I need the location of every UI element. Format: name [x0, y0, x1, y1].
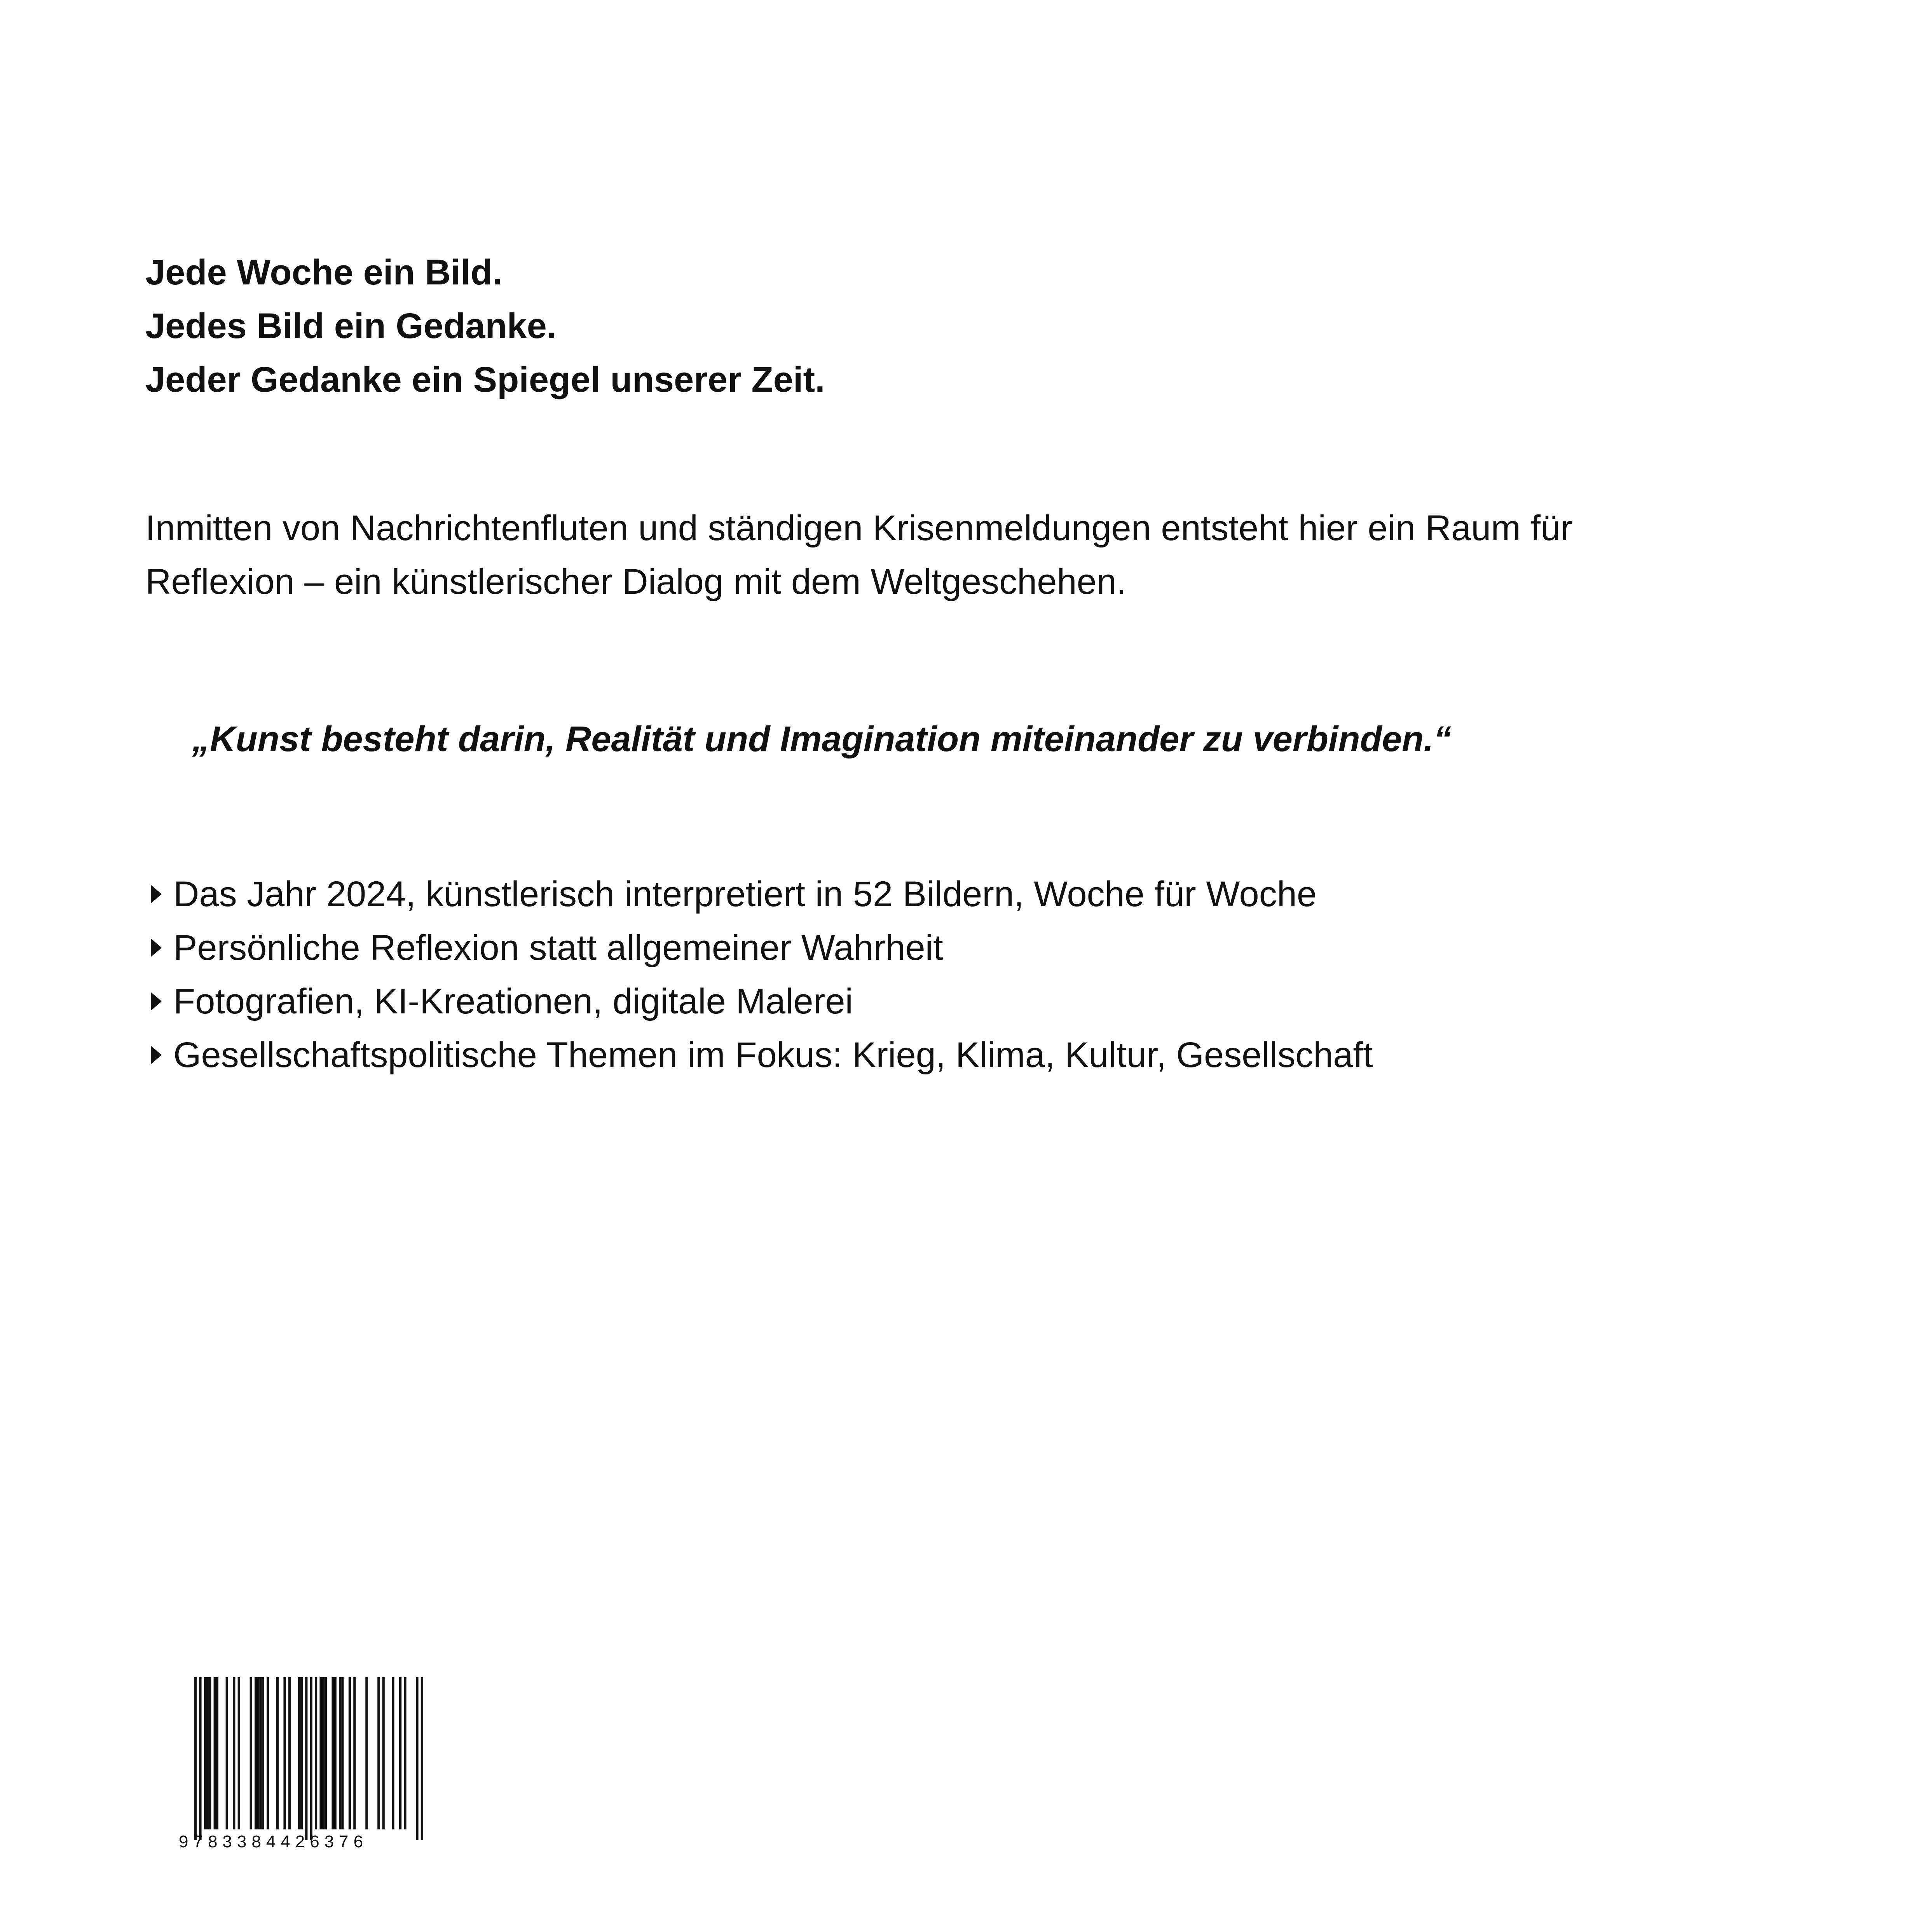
barcode-bars [179, 1677, 427, 1840]
list-item-text: Persönliche Reflexion statt allgemeiner Wahrheit [173, 928, 943, 968]
barcode-bar [283, 1677, 286, 1829]
barcode-bar [353, 1677, 356, 1829]
barcode-bar [216, 1677, 218, 1829]
barcode-bar [416, 1677, 418, 1840]
barcode-bar [392, 1677, 394, 1829]
headline-line-2: Jedes Bild ein Gedanke. [145, 306, 557, 346]
isbn-barcode [179, 1677, 427, 1850]
barcode-bar [322, 1677, 325, 1829]
barcode-bar [325, 1677, 327, 1829]
list-item-text: Das Jahr 2024, künstlerisch interpretiert in 52 Bildern, Woche für Woche [173, 874, 1317, 914]
barcode-bar [199, 1677, 201, 1840]
list-item [145, 975, 1373, 1028]
isbn-number: 9783384426376 [179, 1832, 368, 1851]
triangle-right-icon [151, 885, 162, 903]
barcode-bar [257, 1677, 259, 1829]
barcode-bar [310, 1677, 312, 1840]
barcode-bar [319, 1677, 322, 1829]
barcode-bar [194, 1677, 197, 1840]
barcode-bar [339, 1677, 341, 1829]
barcode-bar [305, 1677, 307, 1840]
barcode-bar [206, 1677, 209, 1829]
intro-paragraph [145, 501, 1875, 609]
barcode-bar [267, 1677, 269, 1829]
barcode-bar [349, 1677, 351, 1829]
headline-line-3: Jeder Gedanke ein Spiegel unserer Zeit. [145, 360, 825, 399]
barcode-bar [341, 1677, 344, 1829]
barcode-bar [399, 1677, 401, 1829]
barcode-bar [288, 1677, 291, 1829]
barcode-bar [365, 1677, 368, 1829]
barcode-bar [377, 1677, 380, 1829]
barcode-bar [250, 1677, 252, 1829]
barcode-bar [382, 1677, 385, 1829]
list-item [145, 1028, 1373, 1082]
triangle-right-icon [151, 938, 162, 957]
list-item [145, 867, 1373, 921]
triangle-right-icon [151, 992, 162, 1011]
barcode-bar [334, 1677, 337, 1829]
barcode-bar [255, 1677, 257, 1829]
barcode-bar [262, 1677, 264, 1829]
list-item-text: Fotografien, KI-Kreationen, digitale Malerei [173, 982, 853, 1021]
barcode-bar [298, 1677, 300, 1829]
quote: „Kunst besteht darin, Realität und Imagination miteinander zu verbinden.“ [192, 719, 1452, 759]
list-item-text: Gesellschaftspolitische Themen im Fokus: Krieg, Klima, Kultur, Gesellschaft [173, 1035, 1373, 1075]
barcode-bar [300, 1677, 303, 1829]
barcode-bar [204, 1677, 206, 1829]
barcode-bar [233, 1677, 235, 1829]
barcode-bar [421, 1677, 423, 1840]
barcode-bar [404, 1677, 406, 1829]
barcode-bar [315, 1677, 317, 1829]
barcode-bar [276, 1677, 279, 1829]
intro-line-2: Reflexion – ein künstlerischer Dialog mit dem Weltgeschehen. [145, 562, 1127, 602]
barcode-bar [332, 1677, 334, 1829]
headline [145, 246, 825, 406]
barcode-bar [238, 1677, 240, 1829]
barcode-bar [214, 1677, 216, 1829]
intro-line-1: Inmitten von Nachrichtenfluten und ständigen Krisenmeldungen entsteht hier ein Raum für [145, 508, 1572, 548]
barcode-bar [209, 1677, 211, 1829]
feature-list [145, 867, 1373, 1082]
headline-line-1: Jede Woche ein Bild. [145, 253, 503, 292]
barcode-bar [226, 1677, 228, 1829]
list-item [145, 921, 1373, 975]
triangle-right-icon [151, 1046, 162, 1064]
barcode-bar [259, 1677, 262, 1829]
